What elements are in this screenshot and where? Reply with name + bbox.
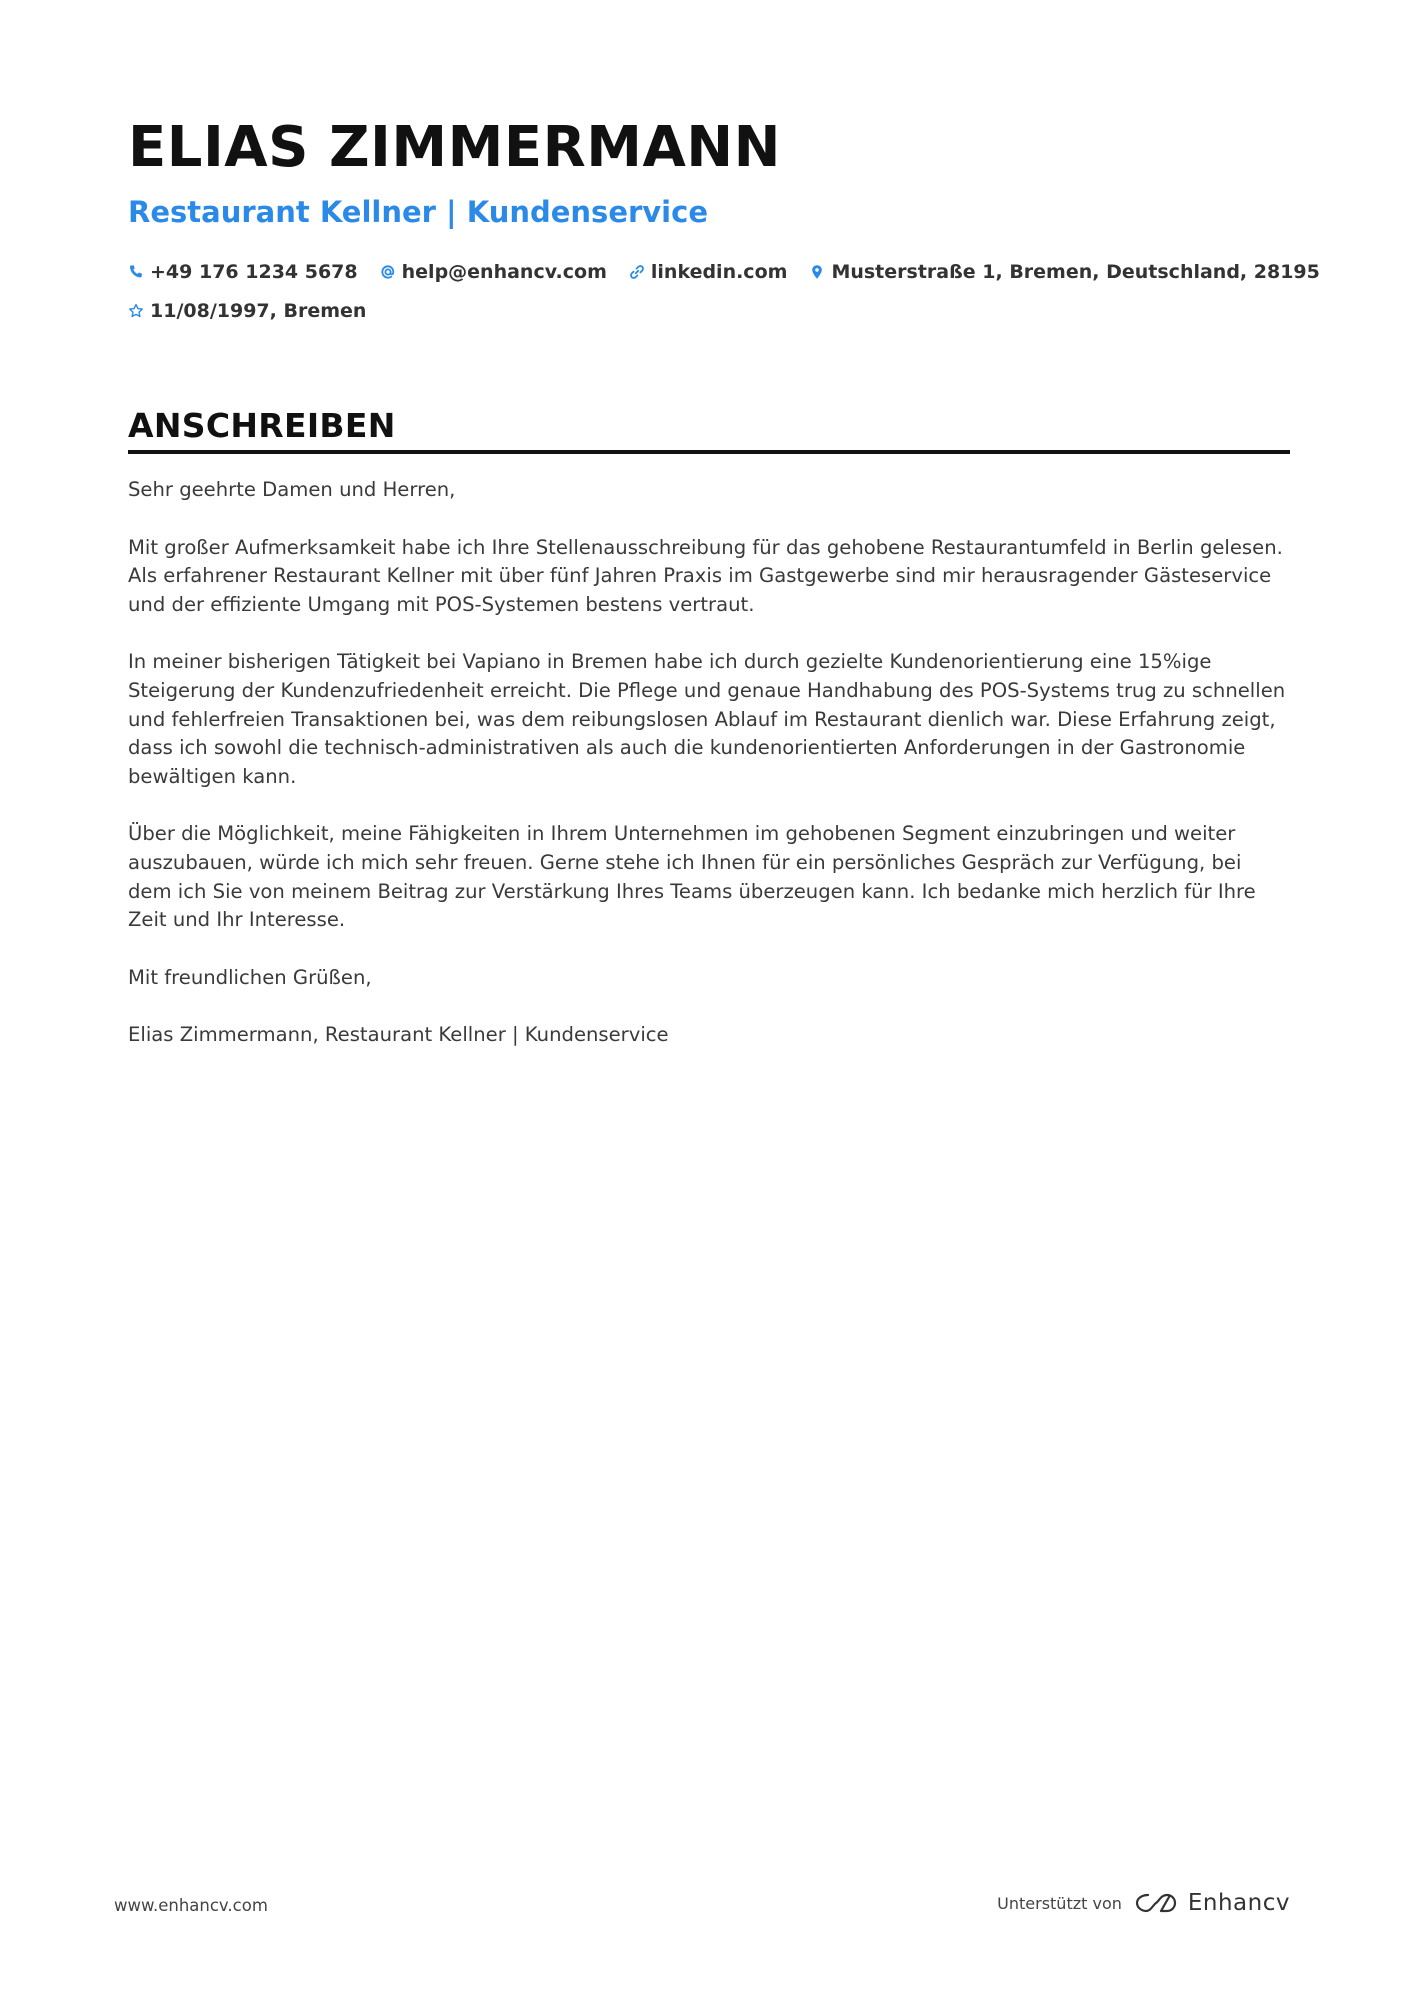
email-text: help@enhancv.com — [401, 261, 607, 283]
contact-linkedin[interactable] — [629, 261, 788, 283]
section-heading: ANSCHREIBEN — [128, 406, 396, 445]
location-icon — [809, 264, 825, 280]
letter-salutation: Sehr geehrte Damen und Herren, — [128, 478, 456, 501]
linkedin-text: linkedin.com — [650, 261, 788, 283]
section-divider — [128, 450, 1290, 454]
candidate-title: Restaurant Kellner | Kundenservice — [128, 195, 708, 229]
link-icon — [629, 264, 645, 280]
enhancv-logo-icon — [1134, 1891, 1178, 1915]
contact-phone — [128, 261, 358, 283]
contact-info — [128, 256, 1320, 327]
footer-branding — [997, 1890, 1290, 1916]
letter-body — [128, 476, 1290, 1050]
letter-paragraph-2: In meiner bisherigen Tätigkeit bei Vapiano in Bremen habe ich durch gezielte Kundenorientierung eine 15%ige Steigerung der Kundenzufriedenheit erreicht. Die Pflege und genaue Handhabung des POS-Systems trug zu schnellen und fehlerfreien Transaktionen bei, was dem reibungslosen Ablauf im Restaurant dienlich war. Diese Erfahrung zeigt, dass ich sowohl die technisch-administrativen als auch die kundenorientierten Anforderungen in der Gastronomie bewältigen kann. — [128, 650, 1286, 788]
powered-by-label: Unterstützt von — [997, 1893, 1122, 1913]
star-icon — [128, 303, 144, 319]
candidate-name: ELIAS ZIMMERMANN — [128, 115, 782, 180]
phone-text: +49 176 1234 5678 — [150, 261, 358, 283]
letter-signature: Elias Zimmermann, Restaurant Kellner | Kundenservice — [128, 1023, 669, 1047]
address-text: Musterstraße 1, Bremen, Deutschland, 28195 — [831, 261, 1320, 283]
phone-icon — [128, 264, 144, 280]
birth-text: 11/08/1997, Bremen — [150, 300, 367, 322]
cover-letter-page — [128, 112, 1320, 1079]
contact-email[interactable] — [380, 261, 607, 283]
contact-row-2 — [128, 295, 1290, 327]
contact-birth — [128, 300, 366, 322]
footer-website[interactable]: www.enhancv.com — [114, 1896, 268, 1915]
contact-row-1 — [128, 256, 1320, 288]
enhancv-brand: Enhancv — [1187, 1890, 1290, 1916]
letter-paragraph-1: Mit großer Aufmerksamkeit habe ich Ihre Stellenausschreibung für das gehobene Restaurantumfeld in Berlin gelesen. Als erfahrener Restaurant Kellner mit über fünf Jahren Praxis im Gastgewerbe sind mir herausragender Gästeservice und der effiziente Umgang mit POS-Systemen bestens vertraut. — [128, 535, 1283, 616]
contact-address — [809, 261, 1319, 283]
letter-paragraph-3: Über die Möglichkeit, meine Fähigkeiten in Ihrem Unternehmen im gehobenen Segment einzubringen und weiter auszubauen, würde ich mich sehr freuen. Gerne stehe ich Ihnen für ein persönliches Gespräch zur Verfügung, bei dem ich Sie von meinem Beitrag zur Verstärkung Ihres Teams überzeugen kann. Ich bedanke mich herzlich für Ihre Zeit und Ihr Interesse. — [128, 822, 1256, 932]
at-icon — [380, 264, 396, 280]
letter-closing: Mit freundlichen Grüßen, — [128, 965, 372, 989]
